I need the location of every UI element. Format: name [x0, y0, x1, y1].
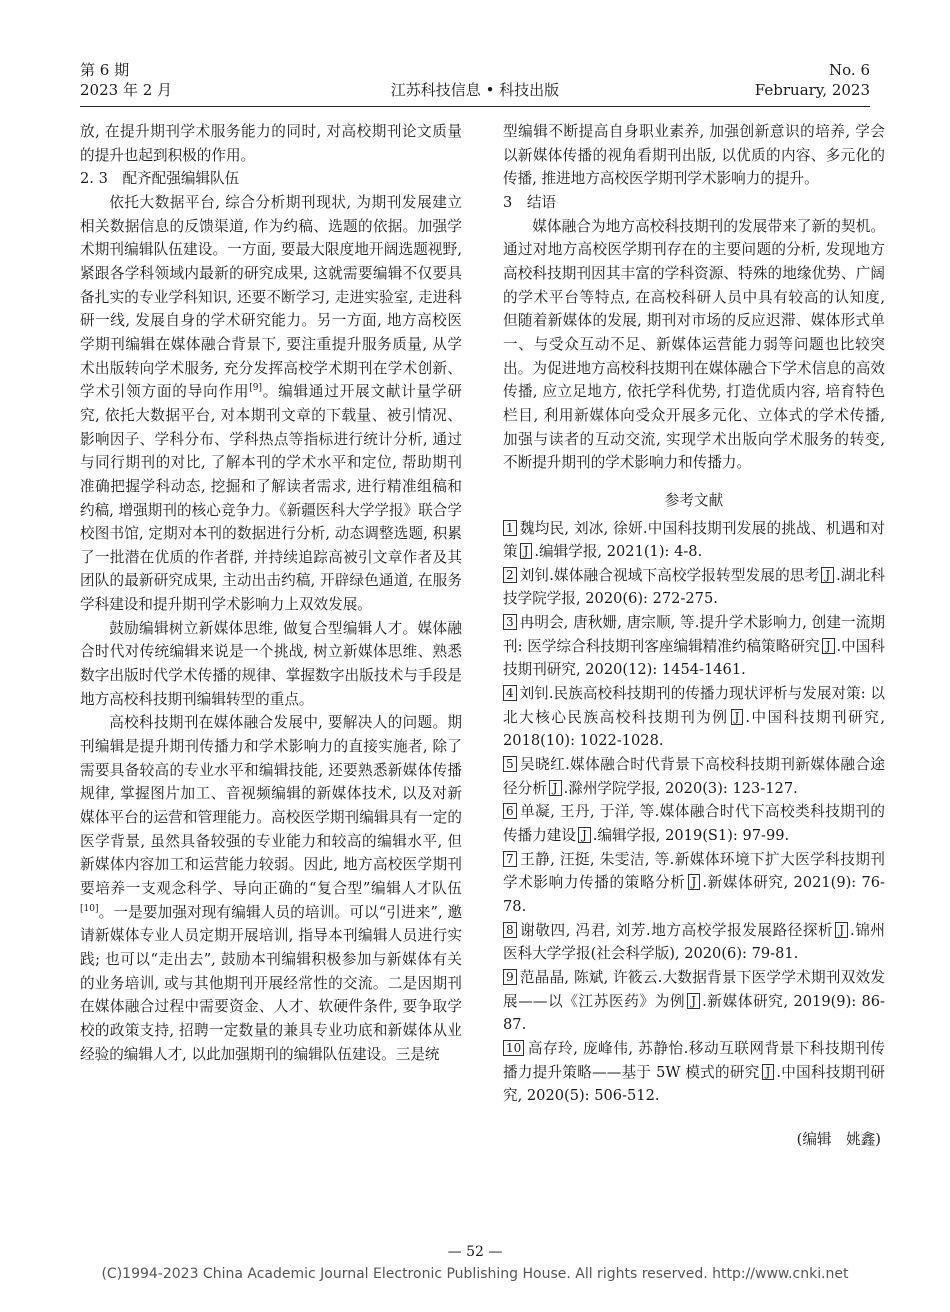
reference-number: 8 [503, 922, 517, 938]
paragraph [80, 191, 462, 617]
editor-credit: (编辑 姚鑫) [796, 1130, 881, 1148]
issue-date-en: February, 2023 [754, 81, 870, 99]
reference-text: 王静, 汪挺, 朱雯洁, 等.新媒体环境下扩大医学科技期刊学术影响力传播的策略分析 [503, 850, 885, 892]
issue-date: 2023 年 2 月 [80, 81, 173, 99]
paragraph: 型编辑不断提高自身职业素养, 加强创新意识的培养, 学会以新媒体传播的视角看期刊出版, 以优质的内容、多元化的传播, 推进地方高校医学期刊学术影响力的提升。 [503, 123, 885, 188]
section-heading: 2. 3 配齐配强编辑队伍 [80, 170, 240, 188]
reference-text: 谢敬四, 冯君, 刘芳.地方高校学报发展路径探析 [519, 921, 834, 939]
reference-number: 2 [503, 567, 517, 583]
reference-type: J [822, 638, 835, 654]
paragraph: 鼓励编辑树立新媒体思维, 做复合型编辑人才。媒体融合时代对传统编辑来说是一个挑战, 树立新媒体思维、熟悉数字出版时代学术传播的规律、掌握数字出版技术与手段是地方高校科技期刊编辑转型的重点。 [80, 619, 462, 708]
reference-text: 魏均民, 刘冰, 徐妍.中国科技期刊发展的挑战、机遇和对策 [503, 519, 885, 561]
reference-type: J [688, 874, 701, 890]
reference-type: J [731, 709, 744, 725]
reference-item [503, 682, 885, 753]
reference-number: 1 [503, 520, 517, 536]
reference-text: 范晶晶, 陈斌, 许筱云.大数据背景下医学学术期刊双效发展——以《江苏医药》为例 [503, 968, 885, 1010]
reference-item [503, 919, 885, 966]
reference-number: 5 [503, 756, 517, 772]
paragraph: 媒体融合为地方高校科技期刊的发展带来了新的契机。通过对地方高校医学期刊存在的主要问题的分析, 发现地方高校科技期刊因其丰富的学科资源、特殊的地缘优势、广阔的学术平台等特点, 在高校科研人员中具有较高的认知度, 但随着新媒体的发展, 期刊对市场的反应迟滞、媒体形式单一、与受众互动不足、新媒体运营能力弱等问题也比较突出。为促进地方高校科技期刊在媒体融合下学术信息的高效传播, 应立足地方, 依托学科优势, 打造优质内容, 培育特色栏目, 利用新媒体向受众开展多元化、立体式的学术传播, 加强与读者的互动交流, 实现学术出版向学术服务的转变, 不断提升期刊的学术影响力和传播力。 [503, 217, 885, 472]
reference-source: .中国科技期刊研究, 2018(10): 1022-1028. [503, 708, 885, 750]
running-header [80, 60, 870, 107]
right-column [503, 120, 885, 1152]
paragraph-text: 高校科技期刊在媒体融合发展中, 要解决人的问题。期刊编辑是提升期刊传播力和学术影响力的直接实施者, 除了需要具备较高的专业水平和编辑技能, 还要熟悉新媒体传播规律, 掌握图片加工、音视频编辑的新媒体技术, 以及对新媒体平台的运营和管理能力。高校医学期刊编辑具有一定的医学背景, 虽然具备较强的专业能力和较高的编辑水平, 但新媒体内容加工和运营能力较弱。因此, 地方高校医学期刊要培养一支观念科学、导向正确的“复合型”编辑人才队伍 [80, 714, 462, 897]
paragraph [80, 711, 462, 1066]
reference-type: J [821, 567, 834, 583]
paragraph-text: 。一是要加强对现有编辑人员的培训。可以“引进来”, 邀请新媒体专业人员定期开展培训, 指导本刊编辑人员进行实践; 也可以“走出去”, 鼓励本刊编辑积极参加与新媒体有关的业务培训, 或与其他期刊开展经常性的交流。二是因期刊在媒体融合过程中需要资金、人才、软硬件条件, 要争取学校的政策支持, 招聘一定数量的兼具专业功底和新媒体从业经验的编辑人才, 以此加强期刊的编辑队伍建设。三是统 [80, 903, 462, 1063]
reference-type: J [835, 922, 848, 938]
reference-item [503, 800, 885, 847]
left-column [80, 120, 462, 1066]
reference-text: 刘钊.民族高校科技期刊的传播力现状评析与发展对策: 以北大核心民族高校科技期刊为例 [503, 685, 885, 726]
section-heading: 3 结语 [503, 193, 557, 211]
reference-type: J [578, 827, 591, 843]
issue-number-en: No. 6 [829, 61, 870, 79]
reference-number: 4 [503, 685, 517, 701]
journal-title: 江苏科技信息 • 科技出版 [390, 81, 560, 99]
paragraph-text: 依托大数据平台, 综合分析期刊现状, 为期刊发展建立相关数据信息的反馈渠道, 作为约稿、选题的依据。加强学术期刊编辑队伍建设。一方面, 要最大限度地开阔选题视野, 紧跟各学科领域内最新的研究成果, 这就需要编辑不仅要具备扎实的专业学科知识, 还要不断学习, 走进实验室, 走进科研一线, 发展自身的学术研究能力。另一方面, 地方高校医学期刊编辑在媒体融合背景下, 要注重提升服务质量, 从学术出版转向学术服务, 充分发挥高校学术期刊在学术创新、学术引领方面的导向作用 [80, 193, 462, 401]
reference-source: .锦州医科大学学报(社会科学版), 2020(6): 79-81. [503, 921, 885, 963]
reference-item [503, 564, 885, 611]
reference-item [503, 966, 885, 1037]
reference-source: .新媒体研究, 2021(9): 76-78. [503, 874, 885, 915]
citation-marker: [9] [249, 383, 262, 394]
reference-text: 高存玲, 庞峰伟, 苏静怡.移动互联网背景下科技期刊传播力提升策略——基于 5W 模式的研究 [503, 1039, 885, 1081]
reference-number: 7 [503, 851, 517, 867]
reference-source: .湖北科技学院学报, 2020(6): 272-275. [503, 566, 885, 608]
reference-item [503, 753, 885, 800]
references-list [503, 517, 885, 1108]
reference-text: 吴晓红.媒体融合时代背景下高校科技期刊新媒体融合途径分析 [503, 756, 885, 797]
reference-number: 6 [503, 803, 517, 819]
reference-source: .滁州学院学报, 2020(3): 123-127. [563, 779, 798, 797]
reference-item [503, 1037, 885, 1108]
citation-marker: [10] [80, 903, 99, 914]
reference-type: J [762, 1064, 775, 1080]
reference-type: J [549, 780, 562, 796]
reference-source: .编辑学报, 2021(1): 4-8. [534, 543, 703, 561]
reference-type: J [520, 543, 533, 559]
reference-text: 单凝, 王丹, 于洋, 等.媒体融合时代下高校类科技期刊的传播力建设 [503, 803, 885, 845]
page-number: — 52 — [447, 1244, 503, 1260]
reference-type: J [687, 993, 700, 1009]
issue-number: 第 6 期 [80, 61, 130, 79]
reference-text: 刘钊.媒体融合视域下高校学报转型发展的思考 [519, 566, 820, 584]
copyright-footer: (C)1994-2023 China Academic Journal Electronic Publishing House. All rights reserved. http://www.cnki.net [101, 1266, 849, 1282]
header-right [755, 60, 870, 100]
references-title: 参考文献 [664, 491, 724, 509]
reference-item [503, 517, 885, 564]
paragraph-text: 。编辑通过开展文献计量学研究, 依托大数据平台, 对本期刊文章的下载量、被引情况、影响因子、学科分布、学科热点等指标进行统计分析, 通过与同行期刊的对比, 了解本刊的学术水平和定位, 帮助期刊准确把握学科动态, 挖掘和了解读者需求, 进行精准组稿和约稿, 增强期刊的核心竞争力。《新疆医科大学学报》联合学校图书馆, 定期对本刊的数据进行分析, 动态调整选题, 积累了一批潜在优质的作者群, 并持续追踪高被引文章作者及其团队的最新研究成果, 主动出击约稿, 开辟绿色通道, 在服务学科建设和提升期刊学术影响力上双效发展。 [80, 383, 462, 614]
reference-text: 冉明会, 唐秋姗, 唐宗顺, 等.提升学术影响力, 创建一流期刊: 医学综合科技期刊客座编辑精准约稿策略研究 [503, 614, 885, 655]
reference-source: .新媒体研究, 2019(9): 86-87. [503, 992, 885, 1034]
paragraph: 放, 在提升期刊学术服务能力的同时, 对高校期刊论文质量的提升也起到积极的作用。 [80, 123, 462, 164]
reference-number: 9 [503, 969, 517, 985]
reference-item [503, 848, 885, 919]
reference-item [503, 611, 885, 682]
reference-source: .编辑学报, 2019(S1): 97-99. [592, 827, 790, 845]
reference-source: .中国科技期刊研究, 2020(12): 1454-1461. [503, 637, 886, 679]
reference-source: .中国科技期刊研究, 2020(5): 506-512. [503, 1063, 885, 1105]
reference-number: 10 [503, 1040, 524, 1056]
reference-number: 3 [503, 614, 517, 630]
